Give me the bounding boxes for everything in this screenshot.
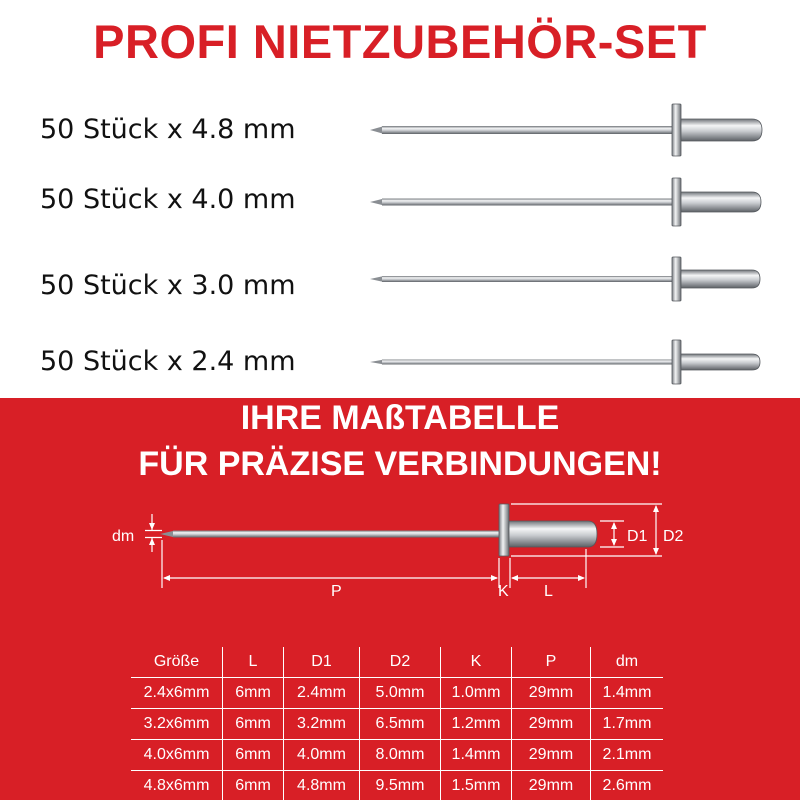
column-header-l: L: [223, 647, 284, 678]
label-l: L: [544, 583, 553, 600]
table-cell: 4.8mm: [284, 771, 360, 801]
diagram-rivet-flange: [499, 504, 509, 556]
column-header-d2: D2: [360, 647, 441, 678]
column-header-p: P: [512, 647, 591, 678]
rivet-label-4-8: 50 Stück x 4.8 mm: [40, 114, 296, 145]
table-cell: 1.4mm: [441, 740, 512, 771]
table-cell: 6.5mm: [360, 709, 441, 740]
table-cell: 1.5mm: [441, 771, 512, 801]
label-d1: D1: [627, 528, 648, 545]
table-cell: 6mm: [223, 740, 284, 771]
rivet-image-3-0: [360, 249, 770, 309]
table-cell: 5.0mm: [360, 678, 441, 709]
table-cell: 1.2mm: [441, 709, 512, 740]
column-header-d1: D1: [284, 647, 360, 678]
table-cell: 29mm: [512, 740, 591, 771]
rivet-dimension-diagram: [0, 496, 800, 616]
table-cell: 4.8x6mm: [131, 771, 223, 801]
table-cell: 2.1mm: [591, 740, 664, 771]
column-header-dm: dm: [591, 647, 664, 678]
table-cell: 29mm: [512, 678, 591, 709]
table-cell: 2.4x6mm: [131, 678, 223, 709]
rivet-label-2-4: 50 Stück x 2.4 mm: [40, 346, 296, 377]
table-cell: 1.0mm: [441, 678, 512, 709]
label-p: P: [331, 583, 342, 600]
table-cell: 2.6mm: [591, 771, 664, 801]
table-cell: 29mm: [512, 709, 591, 740]
table-cell: 3.2mm: [284, 709, 360, 740]
table-row: [131, 771, 663, 801]
column-header-k: K: [441, 647, 512, 678]
table-cell: 6mm: [223, 771, 284, 801]
table-row: [131, 709, 663, 740]
table-cell: 6mm: [223, 678, 284, 709]
section-heading-line1: IHRE MAßTABELLE: [0, 399, 800, 438]
table-cell: 6mm: [223, 709, 284, 740]
table-cell: 4.0x6mm: [131, 740, 223, 771]
label-dm: dm: [112, 528, 134, 545]
diagram-rivet-mandrel: [173, 531, 501, 538]
table-cell: 1.7mm: [591, 709, 664, 740]
table-cell: 4.0mm: [284, 740, 360, 771]
table-cell: 9.5mm: [360, 771, 441, 801]
table-cell: 1.4mm: [591, 678, 664, 709]
table-cell: 29mm: [512, 771, 591, 801]
table-cell: 8.0mm: [360, 740, 441, 771]
rivet-image-4-0: [360, 172, 770, 232]
rivet-image-2-4: [360, 332, 770, 392]
table-cell: 3.2x6mm: [131, 709, 223, 740]
rivet-label-3-0: 50 Stück x 3.0 mm: [40, 270, 296, 301]
page-title: PROFI NIETZUBEHÖR-SET: [0, 14, 800, 69]
rivet-label-4-0: 50 Stück x 4.0 mm: [40, 184, 296, 215]
table-header-row: [131, 647, 663, 678]
dimension-section: [0, 398, 800, 800]
rivet-image-4-8: [360, 100, 770, 160]
label-d2: D2: [663, 528, 684, 545]
label-k: K: [498, 583, 509, 600]
table-row: [131, 678, 663, 709]
table-row: [131, 740, 663, 771]
section-heading-line2: FÜR PRÄZISE VERBINDUNGEN!: [0, 445, 800, 484]
diagram-rivet-tip: [160, 531, 175, 538]
column-header-size: Größe: [131, 647, 223, 678]
diagram-rivet-body: [509, 521, 597, 547]
dimension-table: [131, 647, 663, 801]
table-cell: 2.4mm: [284, 678, 360, 709]
product-section: [0, 0, 800, 398]
